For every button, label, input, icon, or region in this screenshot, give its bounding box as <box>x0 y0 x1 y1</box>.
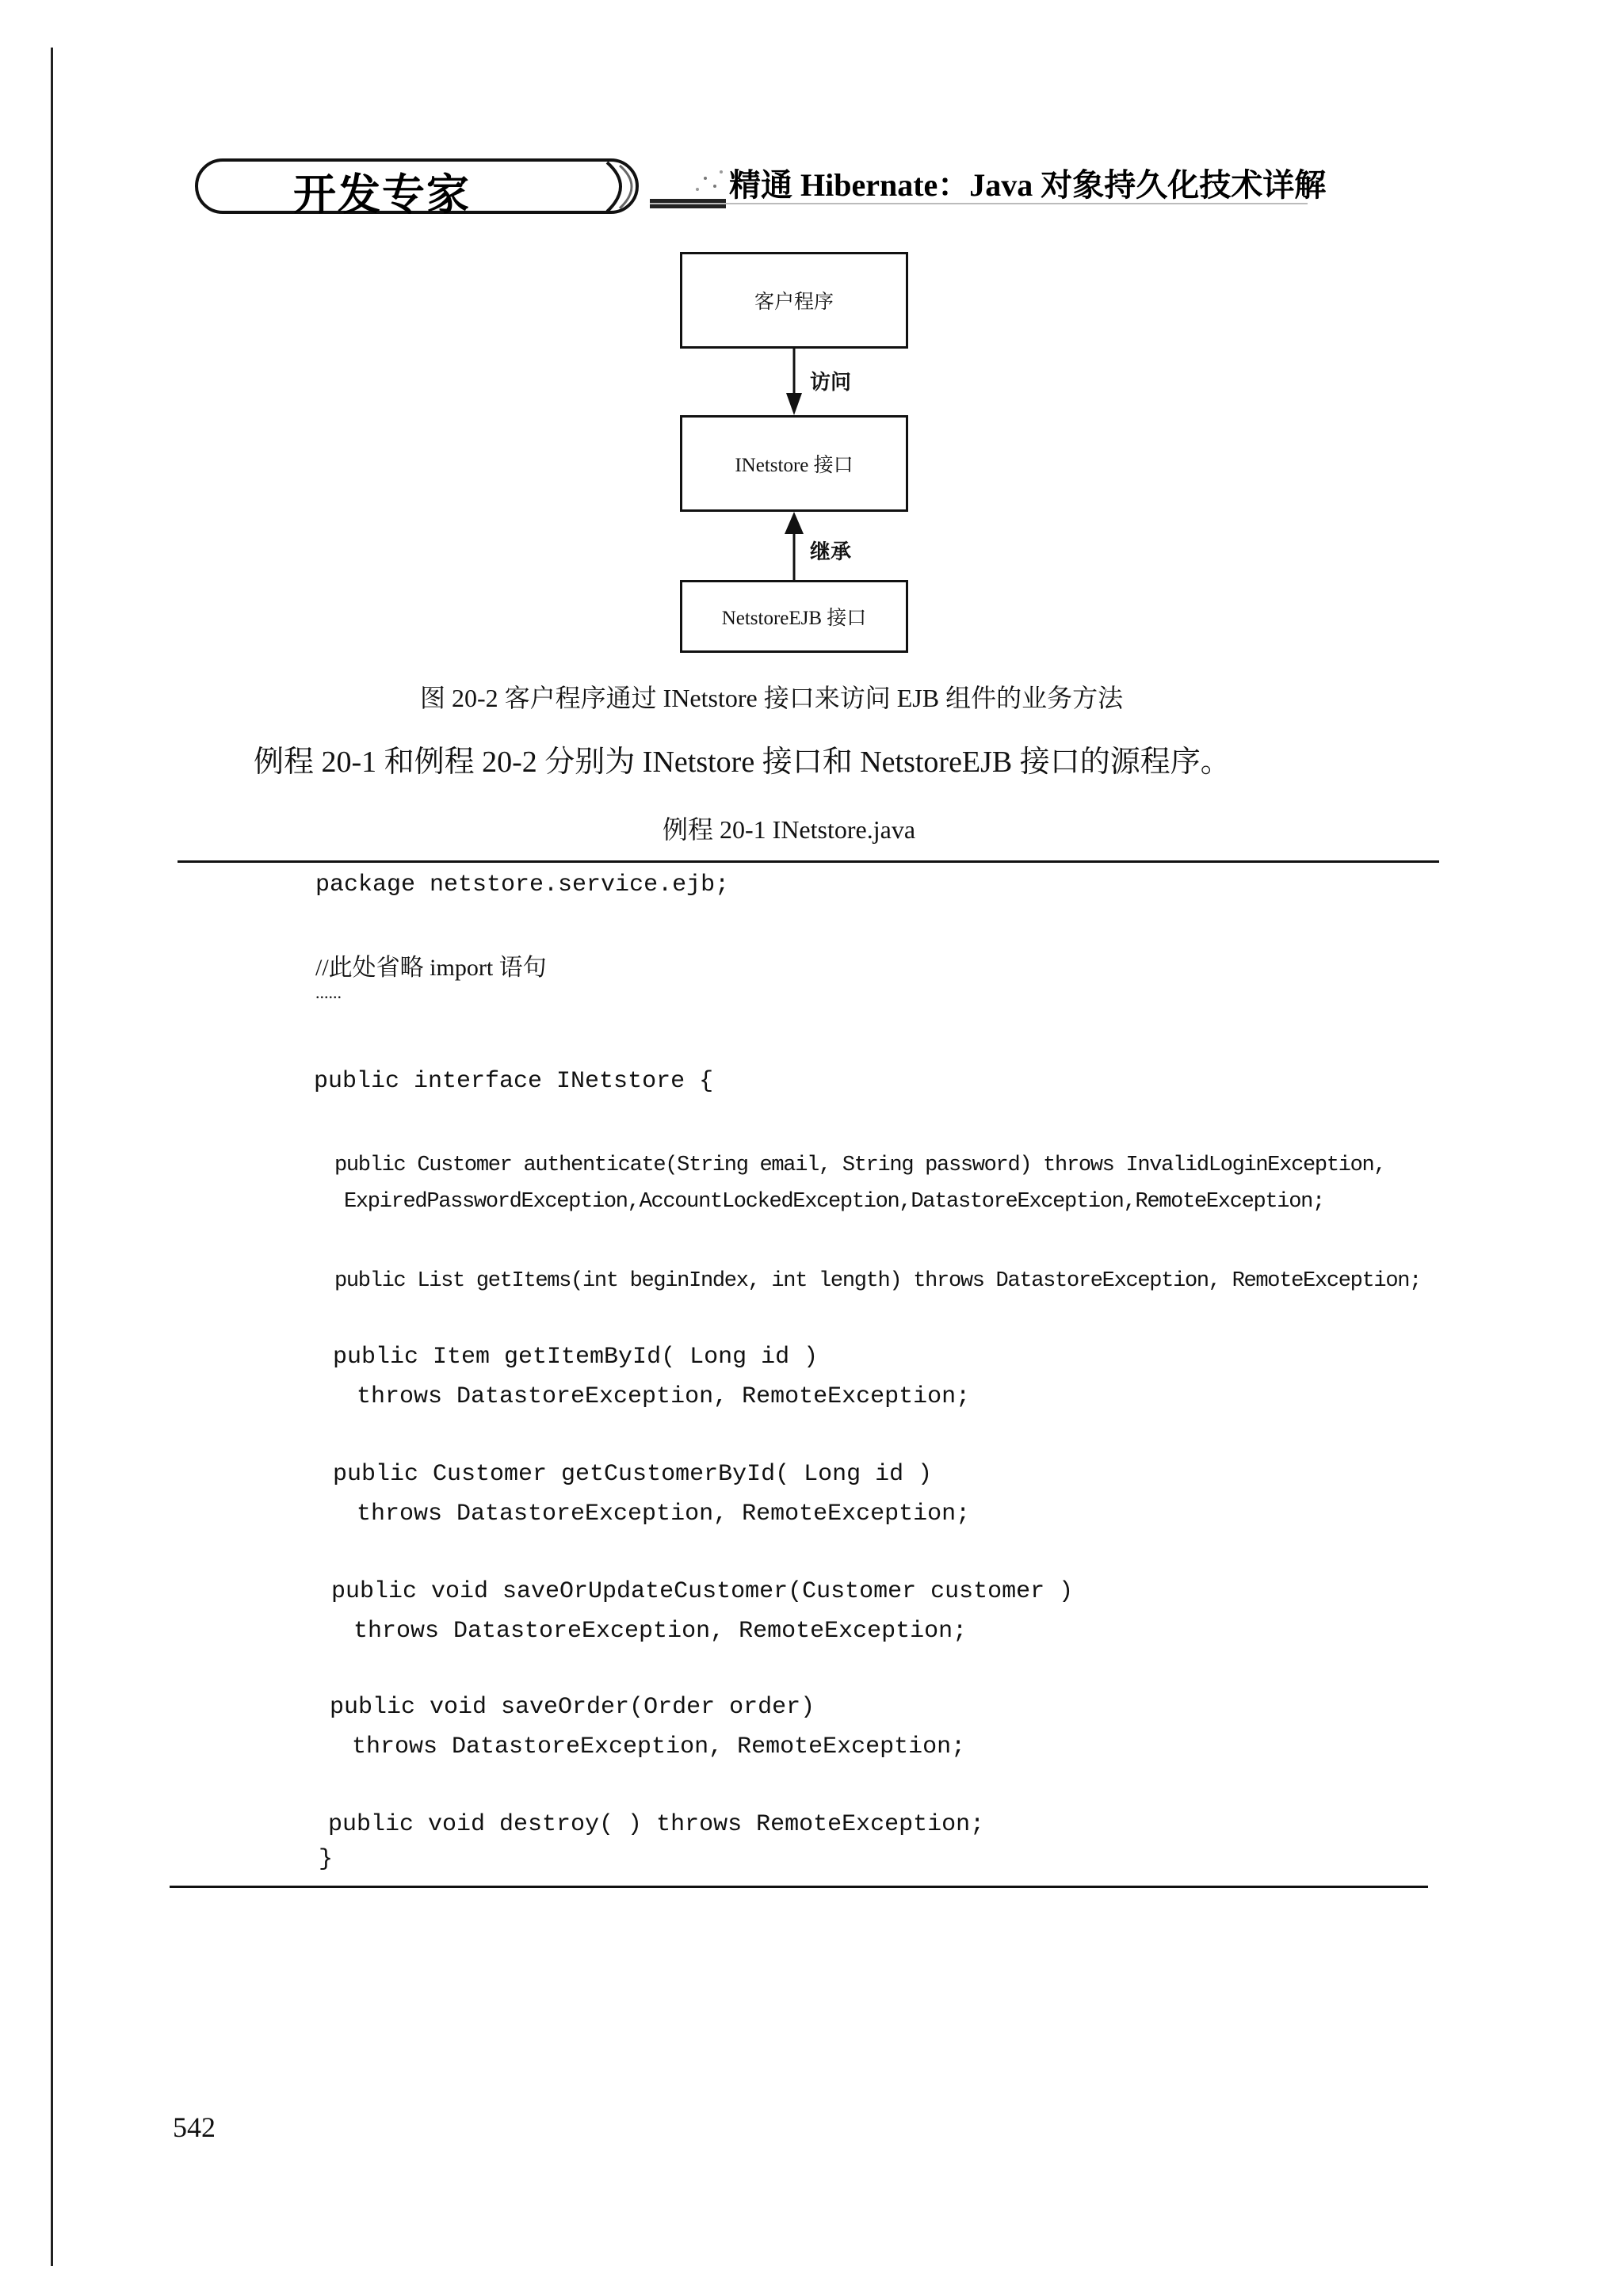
code-line: ExpiredPasswordException,AccountLockedException,DatastoreException,RemoteException; <box>344 1190 1324 1214</box>
arrow-up-icon <box>783 510 805 582</box>
header-underline <box>650 203 1308 204</box>
code-line: public Customer authenticate(String email, String password) throws InvalidLoginException, <box>334 1154 1386 1177</box>
code-line: throws DatastoreException, RemoteException; <box>353 1618 968 1645</box>
code-line: public Item getItemById( Long id ) <box>333 1344 819 1371</box>
page-number: 542 <box>173 2111 216 2143</box>
listing-title: 例程 20-1 INetstore.java <box>663 815 916 844</box>
code-line: public List getItems(int beginIndex, int length) throws DatastoreException, RemoteException; <box>334 1269 1422 1293</box>
code-line: public void destroy( ) throws RemoteException; <box>328 1811 985 1838</box>
figure-caption: 图 20-2 客户程序通过 INetstore 接口来访问 EJB 组件的业务方法 <box>420 684 1124 712</box>
series-badge-text: 开发专家 <box>293 170 471 219</box>
code-line: throws DatastoreException, RemoteException; <box>352 1733 966 1760</box>
code-line: public void saveOrder(Order order) <box>330 1694 815 1721</box>
arrow-label-inherit: 继承 <box>810 540 852 563</box>
header-decoration <box>602 154 729 218</box>
diagram-box-inetstore-label: INetstore 接口 <box>735 455 854 476</box>
code-line: public interface INetstore { <box>314 1068 714 1095</box>
code-line: public void saveOrUpdateCustomer(Customer customer ) <box>331 1578 1074 1605</box>
listing-rule-bottom <box>170 1886 1428 1888</box>
diagram-box-netstoreejb-label: NetstoreEJB 接口 <box>721 608 867 629</box>
book-title: 精通 Hibernate：Java 对象持久化技术详解 <box>729 167 1327 203</box>
code-line: } <box>319 1846 334 1873</box>
diagram-box-client-label: 客户程序 <box>754 292 834 313</box>
diagram-box-inetstore <box>680 415 908 512</box>
diagram-box-client <box>680 252 908 349</box>
arrow-label-access: 访问 <box>810 371 852 394</box>
code-line: public Customer getCustomerById( Long id ) <box>333 1461 933 1488</box>
diagram-box-netstoreejb <box>680 580 908 653</box>
listing-rule-top <box>178 860 1439 863</box>
code-ellipsis: ...... <box>315 982 342 1002</box>
code-comment: //此处省略 import 语句 <box>315 955 547 981</box>
binding-line <box>51 48 53 2266</box>
code-line: package netstore.service.ejb; <box>315 871 730 898</box>
code-line: throws DatastoreException, RemoteException; <box>357 1383 971 1410</box>
intro-paragraph: 例程 20-1 和例程 20-2 分别为 INetstore 接口和 NetstoreEJB 接口的源程序。 <box>254 746 1231 779</box>
code-line: throws DatastoreException, RemoteException; <box>357 1501 971 1527</box>
arrow-down-icon <box>785 349 804 417</box>
